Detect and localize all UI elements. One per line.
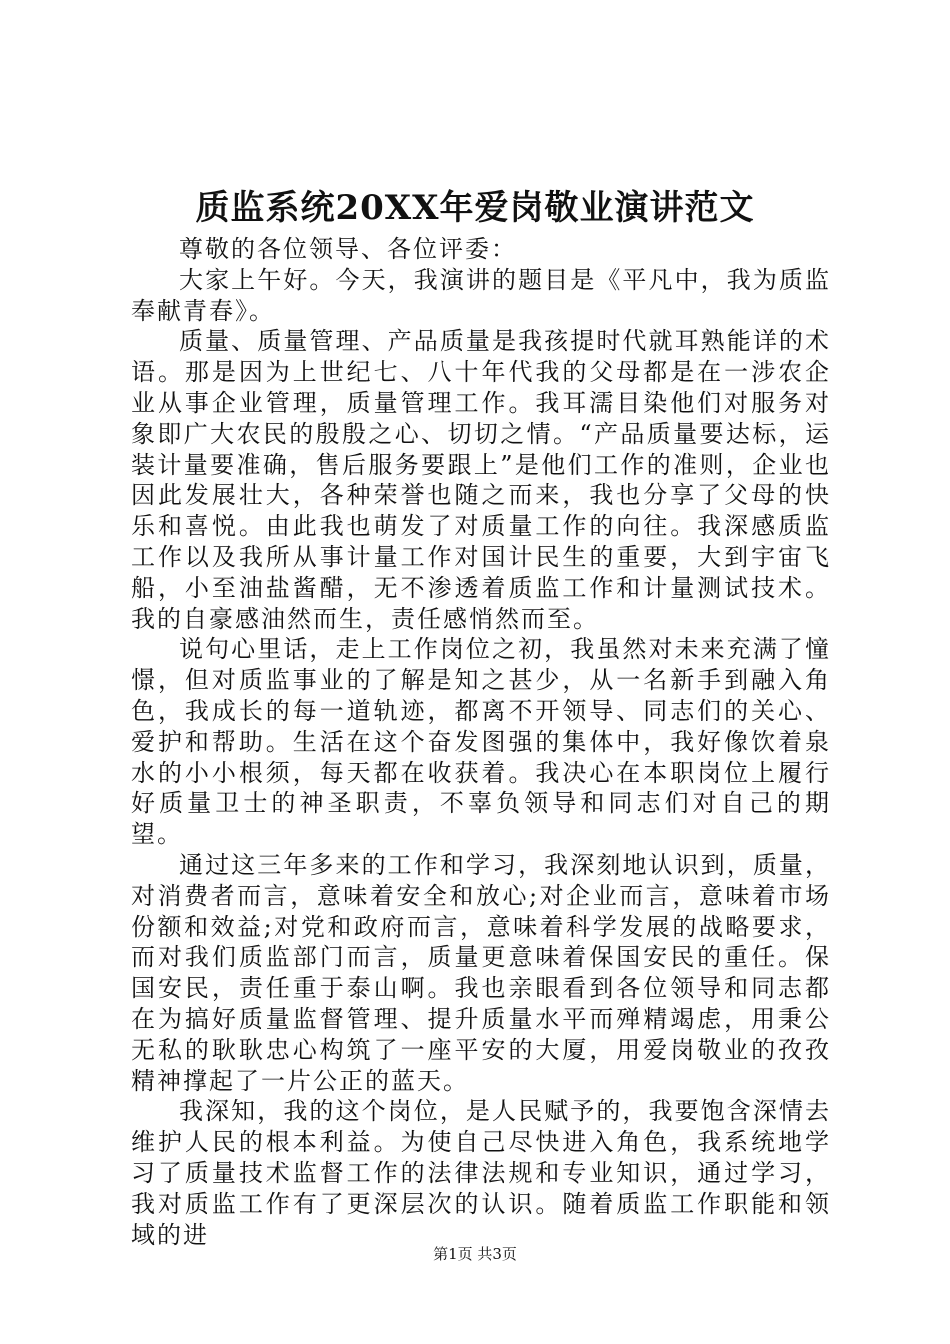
paragraph-early-career: 说句心里话，走上工作岗位之初，我虽然对未来充满了憧憬，但对质监事业的了解是知之甚少，从一名新手到融入角色，我成长的每一道轨迹，都离不开领导、同志们的关心、爱护和帮助。生活在这个奋发图强的集体中，我好像饮着泉水的小小根须，每天都在收获着。我决心在本职岗位上履行好质量卫士的神圣职责，不辜负领导和同志们对自己的期望。 — [131, 635, 831, 849]
paragraph-quality-meaning: 通过这三年多来的工作和学习，我深刻地认识到，质量，对消费者而言，意味着安全和放心;对企业而言，意味着市场份额和效益;对党和政府而言，意味着科学发展的战略要求，而对我们质监部门而言，质量更意味着保国安民的重任。保国安民，责任重于泰山啊。我也亲眼看到各位领导和同志都在为搞好质量监督管理、提升质量水平而殚精竭虑，用秉公无私的耿耿忠心构筑了一座平安的大厦，用爱岗敬业的孜孜精神撑起了一片公正的蓝天。 — [131, 850, 831, 1095]
paragraph-quality-origin: 质量、质量管理、产品质量是我孩提时代就耳熟能详的术语。那是因为上世纪七、八十年代我的父母都是在一涉农企业从事企业管理，质量管理工作。我耳濡目染他们对服务对象即广大农民的殷殷之心、切切之情。“产品质量要达标，运装计量要准确，售后服务要跟上”是他们工作的准则，企业也因此发展壮大，各种荣誉也随之而来，我也分享了父母的快乐和喜悦。由此我也萌发了对质量工作的向往。我深感质监工作以及我所从事计量工作对国计民生的重要，大到宇宙飞船，小至油盐酱醋，无不渗透着质监工作和计量测试技术。我的自豪感油然而生，责任感悄然而至。 — [131, 327, 831, 633]
paragraph-post-duty: 我深知，我的这个岗位，是人民赋予的，我要饱含深情去维护人民的根本利益。为使自己尽快进入角色，我系统地学习了质量技术监督工作的法律法规和专业知识，通过学习，我对质监工作有了更深层次的认识。随着质监工作职能和领域的进 — [131, 1097, 831, 1249]
document-title: 质监系统20XX年爱岗敬业演讲范文 — [195, 188, 755, 228]
paragraph-greeting: 大家上午好。今天，我演讲的题目是《平凡中，我为质监奉献青春》。 — [131, 265, 831, 325]
document-body — [131, 234, 831, 1250]
page-number-footer: 第1页 共3页 — [433, 1245, 517, 1263]
paragraph-salutation: 尊敬的各位领导、各位评委： — [179, 235, 517, 263]
